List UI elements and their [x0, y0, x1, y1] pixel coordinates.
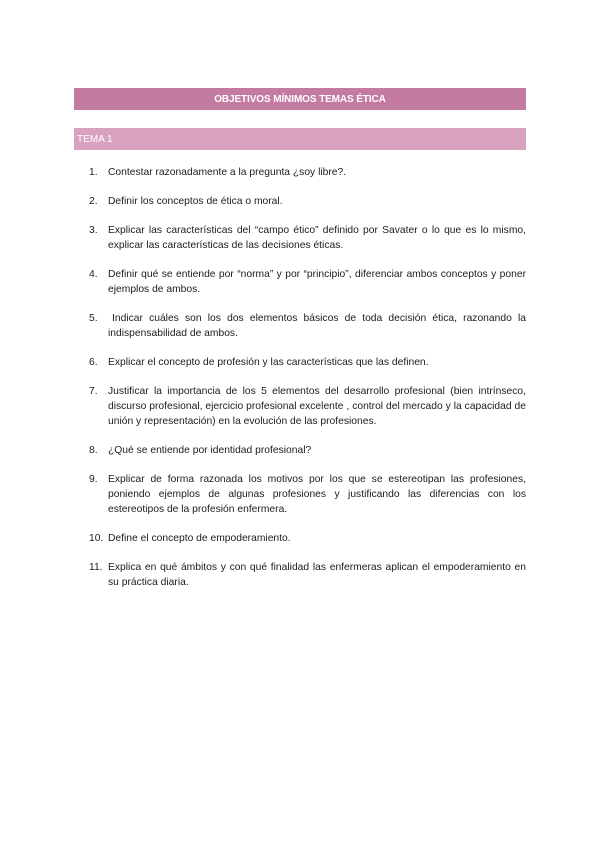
item-number: 4. — [89, 269, 98, 280]
item-text: Contestar razonadamente a la pregunta ¿soy libre?. — [108, 167, 347, 178]
section-header-bar — [74, 128, 526, 150]
item-number: 1. — [89, 167, 98, 178]
item-number: 7. — [89, 386, 98, 397]
objectives-list — [89, 165, 526, 604]
item-number: 8. — [89, 445, 98, 456]
document-header-bar — [74, 88, 526, 110]
item-text: Explica en qué ámbitos y con qué finalidad las enfermeras aplican el empoderamiento en su práctica diaria. — [108, 562, 526, 588]
document-title: OBJETIVOS MÍNIMOS TEMAS ÉTICA — [214, 93, 386, 105]
list-item — [89, 531, 526, 546]
item-text: Explicar las características del “campo ético” definido por Savater o lo que es lo mismo, explicar las características de las decisiones éticas. — [108, 225, 526, 251]
item-text: Define el concepto de empoderamiento. — [108, 533, 291, 544]
list-item — [89, 472, 526, 517]
item-text: Definir qué se entiende por “norma” y por “principio”, diferenciar ambos conceptos y poner ejemplos de ambos. — [108, 269, 526, 295]
list-item — [89, 165, 526, 180]
list-item — [89, 223, 526, 253]
item-number: 5. — [89, 313, 98, 324]
item-text: Justificar la importancia de los 5 elementos del desarrollo profesional (bien intrínseco, discurso profesional, ejercicio profesional excelente , control del mercado y la capacidad de unión y representación) en la evolución de las profesiones. — [108, 386, 526, 427]
list-item — [89, 560, 526, 590]
item-number: 3. — [89, 225, 98, 236]
item-text: Definir los conceptos de ética o moral. — [108, 196, 283, 207]
list-item — [89, 384, 526, 429]
item-number: 10. — [89, 533, 104, 544]
list-item — [89, 194, 526, 209]
list-item — [89, 267, 526, 297]
item-text: Explicar de forma razonada los motivos por los que se estereotipan las profesiones, poniendo ejemplos de algunas profesiones y justificando las diferencias con los estereotipos de la profesión enfermera. — [108, 474, 526, 515]
section-title: TEMA 1 — [77, 133, 113, 145]
item-text: Indicar cuáles son los dos elementos básicos de toda decisión ética, razonando la indispensabilidad de ambos. — [108, 313, 526, 339]
list-item — [89, 355, 526, 370]
item-text: Explicar el concepto de profesión y las características que las definen. — [108, 357, 429, 368]
item-number: 11. — [89, 562, 103, 573]
list-item — [89, 443, 526, 458]
list-item — [89, 311, 526, 341]
item-number: 6. — [89, 357, 98, 368]
item-text: ¿Qué se entiende por identidad profesional? — [108, 445, 312, 456]
item-number: 9. — [89, 474, 98, 485]
item-number: 2. — [89, 196, 98, 207]
